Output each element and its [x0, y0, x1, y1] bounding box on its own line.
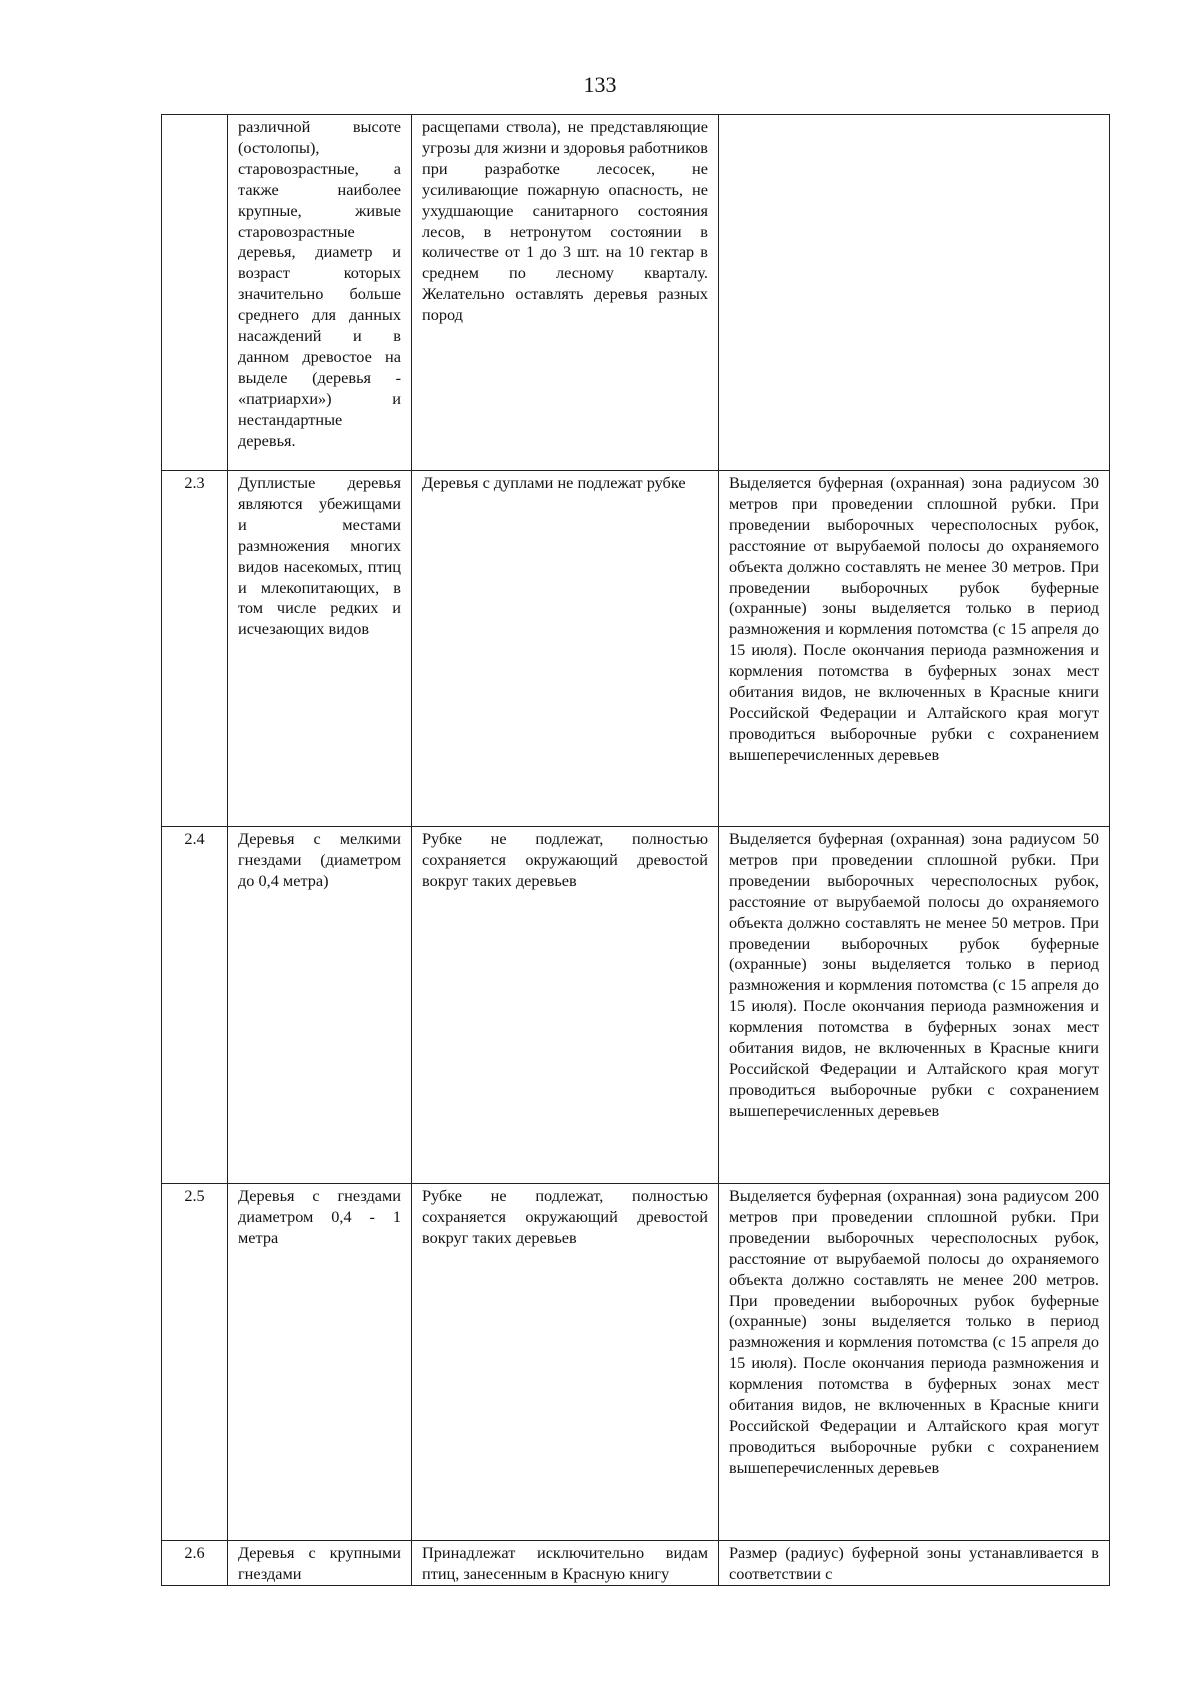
object-description-cell: Деревья с гнездами диаметром 0,4 - 1 метра [228, 1184, 412, 1541]
table-row [162, 1184, 1110, 1541]
table-row [162, 827, 1110, 1184]
page-number: 133 [583, 72, 617, 97]
preservation-rule-cell: Рубке не подлежат, полностью сохраняется окружающий древостой вокруг таких деревьев [412, 1184, 719, 1541]
preservation-rule-cell: Принадлежат исключительно видам птиц, занесенным в Красную книгу [412, 1541, 719, 1586]
buffer-zone-cell [719, 115, 1110, 471]
row-number-cell: 2.3 [162, 471, 228, 827]
preservation-rule-cell: Рубке не подлежат, полностью сохраняется окружающий древостой вокруг таких деревьев [412, 827, 719, 1184]
buffer-zone-cell: Размер (радиус) буферной зоны устанавливается в соответствии с [719, 1541, 1110, 1586]
row-number-cell: 2.4 [162, 827, 228, 1184]
row-number-cell: 2.5 [162, 1184, 228, 1541]
object-description-cell: Деревья с крупными гнездами [228, 1541, 412, 1586]
table-row [162, 115, 1110, 471]
buffer-zone-cell: Выделяется буферная (охранная) зона радиусом 30 метров при проведении сплошной рубки. При проведении выборочных чересполосных рубок, расстояние от вырубаемой полосы до охраняемого объекта должно составлять не менее 30 метров. При проведении выборочных рубок буферные (охранные) зоны выделяется только в период размножения и кормления потомства (с 15 апреля до 15 июля). После окончания периода размножения и кормления потомства в буферных зонах мест обитания видов, не включенных в Красные книги Российской Федерации и Алтайского края могут проводиться выборочные рубки с сохранением вышеперечисленных деревьев [719, 471, 1110, 827]
object-description-cell: различной высоте (остолопы), старовозрастные, а также наиболее крупные, живые старовозрастные деревья, диаметр и возраст которых значительно больше среднего для данных насаждений и в данном древостое на выделе (деревья - «патриархи») и нестандартные деревья. [228, 115, 412, 471]
table-row [162, 471, 1110, 827]
row-number-cell [162, 115, 228, 471]
object-description-cell: Деревья с мелкими гнездами (диаметром до 0,4 метра) [228, 827, 412, 1184]
protected-trees-table [161, 114, 1110, 1586]
buffer-zone-cell: Выделяется буферная (охранная) зона радиусом 50 метров при проведении сплошной рубки. При проведении выборочных чересполосных рубок, расстояние от вырубаемой полосы до охраняемого объекта должно составлять не менее 50 метров. При проведении выборочных рубок буферные (охранные) зоны выделяется только в период размножения и кормления потомства (с 15 апреля до 15 июля). После окончания периода размножения и кормления потомства в буферных зонах мест обитания видов, не включенных в Красные книги Российской Федерации и Алтайского края могут проводиться выборочные рубки с сохранением вышеперечисленных деревьев [719, 827, 1110, 1184]
table-row [162, 1541, 1110, 1586]
object-description-cell: Дуплистые деревья являются убежищами и местами размножения многих видов насекомых, птиц и млекопитающих, в том числе редких и исчезающих видов [228, 471, 412, 827]
buffer-zone-cell: Выделяется буферная (охранная) зона радиусом 200 метров при проведении сплошной рубки. При проведении выборочных чересполосных рубок, расстояние от вырубаемой полосы до охраняемого объекта должно составлять не менее 200 метров. При проведении выборочных рубок буферные (охранные) зоны выделяется только в период размножения и кормления потомства (с 15 апреля до 15 июля). После окончания периода размножения и кормления потомства в буферных зонах мест обитания видов, не включенных в Красные книги Российской Федерации и Алтайского края могут проводиться выборочные рубки с сохранением вышеперечисленных деревьев [719, 1184, 1110, 1541]
preservation-rule-cell: расщепами ствола), не представляющие угрозы для жизни и здоровья работников при разработке лесосек, не усиливающие пожарную опасность, не ухудшающие санитарного состояния лесов, в нетронутом состоянии в количестве от 1 до 3 шт. на 10 гектар в среднем по лесному кварталу. Желательно оставлять деревья разных пород [412, 115, 719, 471]
preservation-rule-cell: Деревья с дуплами не подлежат рубке [412, 471, 719, 827]
row-number-cell: 2.6 [162, 1541, 228, 1586]
